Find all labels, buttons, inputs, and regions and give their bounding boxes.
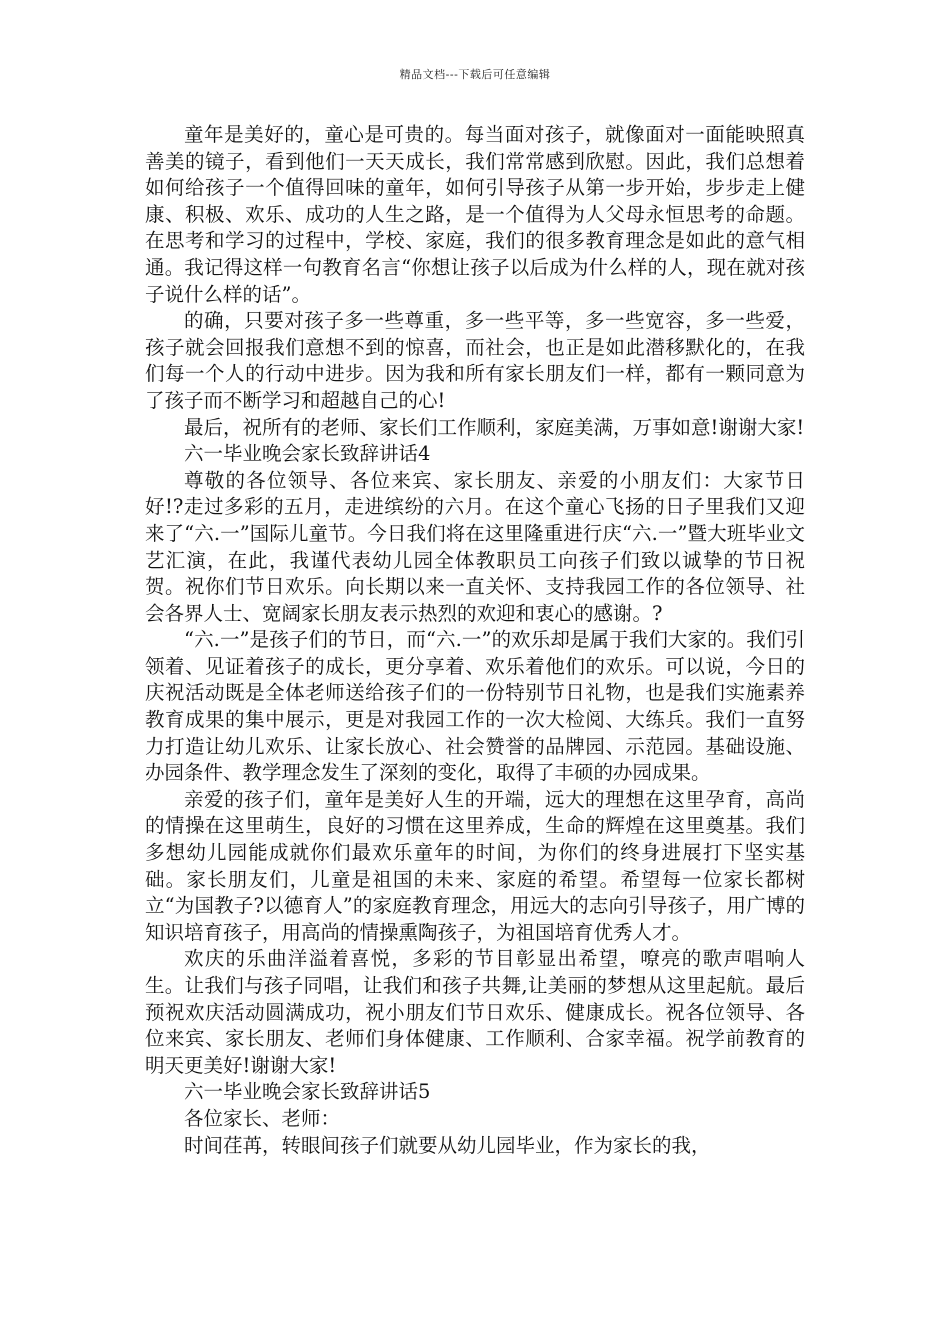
paragraph-4: 尊敬的各位领导、各位来宾、家长朋友、亲爱的小朋友们：大家节日好!?走过多彩的五月，走进缤纷的六月。在这个童心飞扬的日子里我们又迎来了“六.一”国际儿童节。今日我们将在这里隆重进行庆“六.一”暨大班毕业文艺汇演，在此，我谨代表幼儿园全体教职员工向孩子们致以诚挚的节日祝贺。祝你们节日欢乐。向长期以来一直关怀、支持我园工作的各位领导、社会各界人士、宽阔家长朋友表示热烈的欢迎和衷心的感谢。?: [145, 468, 805, 625]
paragraph-7: 欢庆的乐曲洋溢着喜悦，多彩的节目彰显出希望，嘹亮的歌声唱响人生。让我们与孩子同唱，让我们和孩子共舞,让美丽的梦想从这里起航。最后预祝欢庆活动圆满成功，祝小朋友们节日欢乐、健康成长。祝各位领导、各位来宾、家长朋友、老师们身体健康、工作顺利、合家幸福。祝学前教育的明天更美好!谢谢大家!: [145, 947, 805, 1077]
paragraph-9: 时间荏苒，转眼间孩子们就要从幼儿园毕业，作为家长的我，: [184, 1133, 711, 1157]
paragraph-3: 最后，祝所有的老师、家长们工作顺利，家庭美满，万事如意!谢谢大家!: [184, 415, 805, 439]
page-header: 精品文档---下载后可任意编辑: [399, 68, 551, 81]
paragraph-1: 童年是美好的，童心是可贵的。每当面对孩子，就像面对一面能映照真善美的镜子，看到他们一天天成长，我们常常感到欣慰。因此，我们总想着如何给孩子一个值得回味的童年，如何引导孩子从第一步开始，步步走上健康、积极、欢乐、成功的人生之路，是一个值得为人父母永恒思考的命题。在思考和学习的过程中，学校、家庭，我们的很多教育理念是如此的意气相通。我记得这样一句教育名言“你想让孩子以后成为什么样的人，现在就对孩子说什么样的话”。: [145, 123, 805, 306]
salutation: 各位家长、老师：: [184, 1106, 341, 1130]
paragraph-6: 亲爱的孩子们，童年是美好人生的开端，远大的理想在这里孕育，高尚的情操在这里萌生，良好的习惯在这里养成，生命的辉煌在这里奠基。我们多想幼儿园能成就你们最欢乐童年的时间，为你们的终身进展打下坚实基础。家长朋友们，儿童是祖国的未来、家庭的希望。希望每一位家长都树立“为国教子?以德育人”的家庭教育理念，用远大的志向引导孩子，用广博的知识培育孩子，用高尚的情操熏陶孩子，为祖国培育优秀人才。: [145, 787, 805, 944]
paragraph-2: 的确，只要对孩子多一些尊重，多一些平等，多一些宽容，多一些爱，孩子就会回报我们意想不到的惊喜，而社会，也正是如此潜移默化的，在我们每一个人的行动中进步。因为我和所有家长朋友们一样，都有一颗同意为了孩子而不断学习和超越自己的心!: [145, 309, 805, 412]
paragraph-5: “六.一”是孩子们的节日，而“六.一”的欢乐却是属于我们大家的。我们引领着、见证着孩子的成长，更分享着、欢乐着他们的欢乐。可以说，今日的庆祝活动既是全体老师送给孩子们的一份特别节日礼物，也是我们实施素养教育成果的集中展示，更是对我园工作的一次大检阅、大练兵。我们一直努力打造让幼儿欢乐、让家长放心、社会赞誉的品牌园、示范园。基础设施、办园条件、教学理念发生了深刻的变化，取得了丰硕的办园成果。: [145, 628, 805, 785]
section-heading-4: 六一毕业晚会家长致辞讲话4: [184, 442, 431, 466]
document-body: [145, 122, 805, 1159]
section-heading-5: 六一毕业晚会家长致辞讲话5: [184, 1080, 431, 1104]
